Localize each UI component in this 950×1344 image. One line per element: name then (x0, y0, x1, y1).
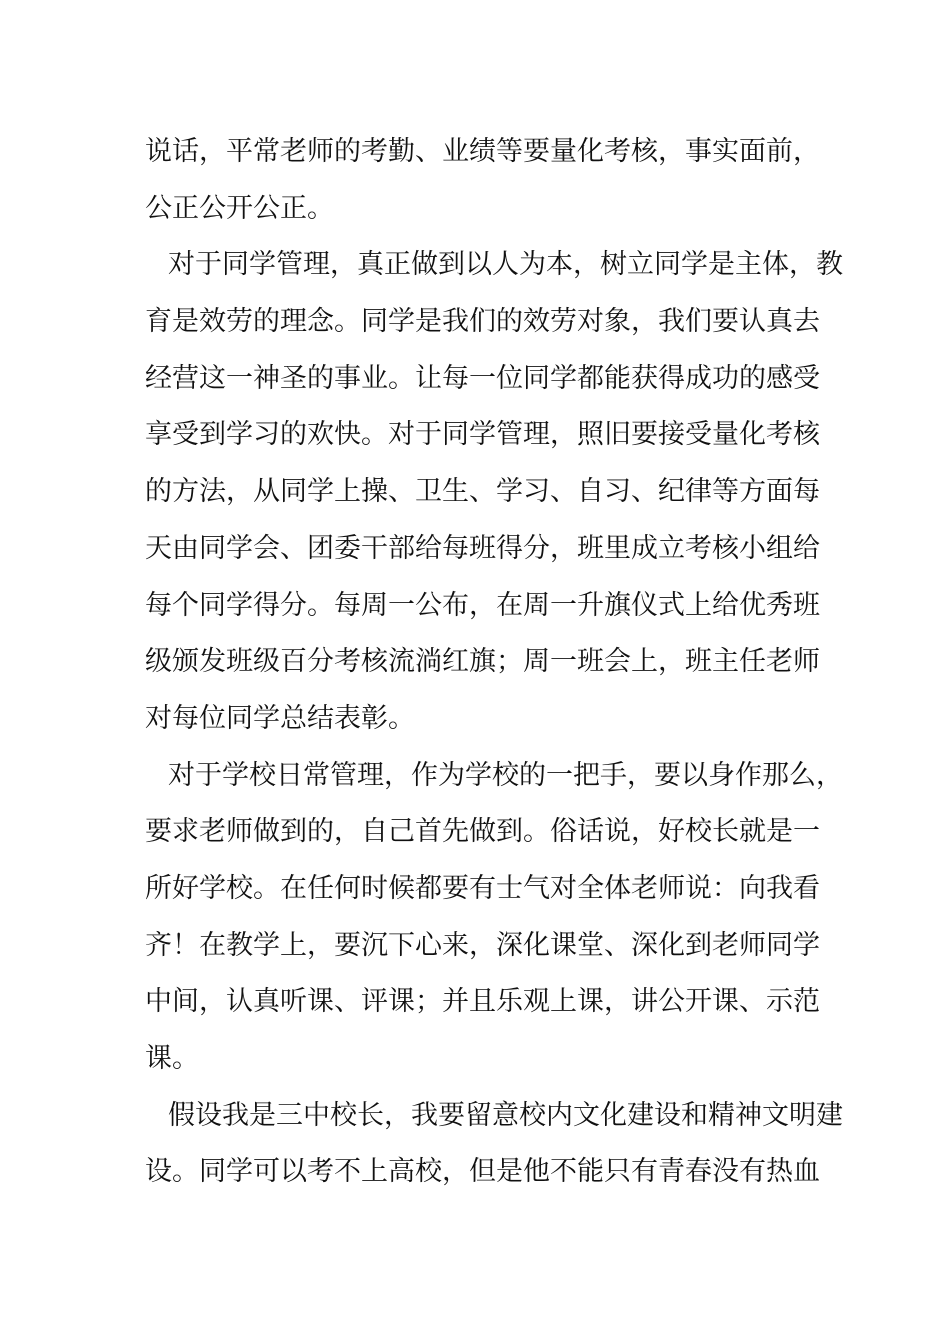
text-line: 的方法，从同学上操、卫生、学习、自习、纪律等方面每 (145, 476, 820, 508)
text-line: 中间，认真听课、评课；并且乐观上课，讲公开课、示范 (145, 986, 820, 1018)
text-line: 经营这一神圣的事业。让每一位同学都能获得成功的感受 (145, 362, 820, 394)
text-line: 级颁发班级百分考核流淌红旗；周一班会上，班主任老师 (145, 646, 820, 678)
body-text (145, 124, 843, 1201)
paragraph-start-line: 对于同学管理，真正做到以人为本，树立同学是主体，教 (168, 249, 843, 281)
text-line: 享受到学习的欢快。对于同学管理，照旧要接受量化考核 (145, 419, 820, 451)
text-line: 课。 (145, 1043, 199, 1074)
text-line: 要求老师做到的，自己首先做到。俗话说，好校长就是一 (145, 816, 820, 848)
text-line: 齐！在教学上，要沉下心来，深化课堂、深化到老师同学 (145, 929, 820, 961)
text-line: 公正公开公正。 (145, 192, 334, 224)
text-line: 对每位同学总结表彰。 (145, 702, 415, 734)
paragraph-start-line: 假设我是三中校长，我要留意校内文化建设和精神文明建 (168, 1099, 843, 1131)
text-line: 所好学校。在任何时候都要有士气对全体老师说：向我看 (145, 872, 820, 904)
text-line: 育是效劳的理念。同学是我们的效劳对象，我们要认真去 (145, 306, 820, 338)
text-line: 天由同学会、团委干部给每班得分，班里成立考核小组给 (145, 532, 820, 564)
paragraph-start-line: 对于学校日常管理，作为学校的一把手，要以身作那么， (168, 759, 843, 791)
text-line: 说话，平常老师的考勤、业绩等要量化考核，事实面前， (145, 136, 820, 167)
text-line: 每个同学得分。每周一公布，在周一升旗仪式上给优秀班 (145, 589, 820, 621)
text-line: 设。同学可以考不上高校，但是他不能只有青春没有热血 (145, 1156, 820, 1188)
